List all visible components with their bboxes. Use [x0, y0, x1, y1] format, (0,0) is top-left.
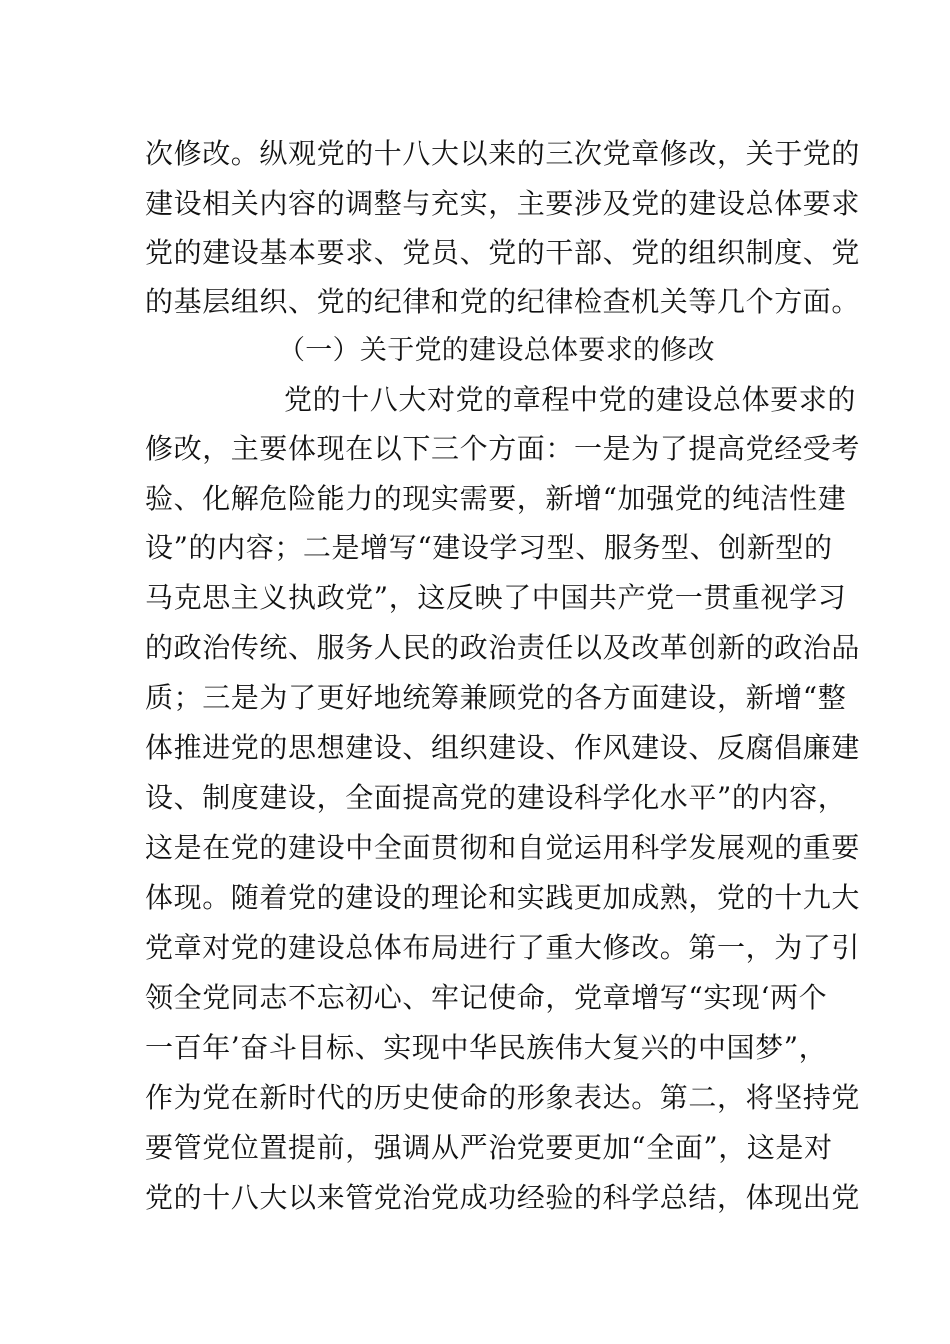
- paragraph-line: 设”的内容；二是增写“建设学习型、服务型、创新型的: [145, 531, 833, 564]
- paragraph-line: 质；三是为了更好地统筹兼顾党的各方面建设，新增“整: [145, 681, 847, 714]
- paragraph-line: 党章对党的建设总体布局进行了重大修改。第一，为了引: [145, 931, 861, 964]
- paragraph-line: 作为党在新时代的历史使命的形象表达。第二，将坚持党: [145, 1081, 861, 1114]
- paragraph-line: 党的建设基本要求、党员、党的干部、党的组织制度、党: [145, 236, 861, 269]
- paragraph-line: 党的十八大以来管党治党成功经验的科学总结，体现出党: [145, 1181, 861, 1214]
- paragraph-line: 体推进党的思想建设、组织建设、作风建设、反腐倡廉建: [145, 731, 861, 764]
- paragraph-line: 马克思主义执政党”，这反映了中国共产党一贯重视学习: [145, 581, 847, 614]
- paragraph-line: 建设相关内容的调整与充实，主要涉及党的建设总体要求: [145, 187, 861, 220]
- paragraph-line: 要管党位置提前，强调从严治党要更加“全面”，这是对: [145, 1131, 833, 1164]
- paragraph-line: 领全党同志不忘初心、牢记使命，党章增写“实现‘两个: [145, 981, 828, 1014]
- paragraph-line: 这是在党的建设中全面贯彻和自觉运用科学发展观的重要: [145, 831, 861, 864]
- paragraph-first-line: 党的十八大对党的章程中党的建设总体要求的: [284, 383, 857, 416]
- paragraph-line: 的基层组织、党的纪律和党的纪律检查机关等几个方面。: [145, 285, 861, 318]
- paragraph-line: 设、制度建设，全面提高党的建设科学化水平”的内容，: [145, 781, 847, 814]
- paragraph-line: 验、化解危险能力的现实需要，新增“加强党的纯洁性建: [145, 482, 847, 515]
- section-heading: （一）关于党的建设总体要求的修改: [278, 335, 715, 366]
- paragraph-line: 一百年’奋斗目标、实现中华民族伟大复兴的中国梦”，: [145, 1031, 828, 1064]
- paragraph-line: 次修改。纵观党的十八大以来的三次党章修改，关于党的: [145, 137, 861, 170]
- paragraph-line: 的政治传统、服务人民的政治责任以及改革创新的政治品: [145, 631, 861, 664]
- paragraph-line: 体现。随着党的建设的理论和实践更加成熟，党的十九大: [145, 881, 861, 914]
- paragraph-line: 修改，主要体现在以下三个方面：一是为了提高党经受考: [145, 432, 861, 465]
